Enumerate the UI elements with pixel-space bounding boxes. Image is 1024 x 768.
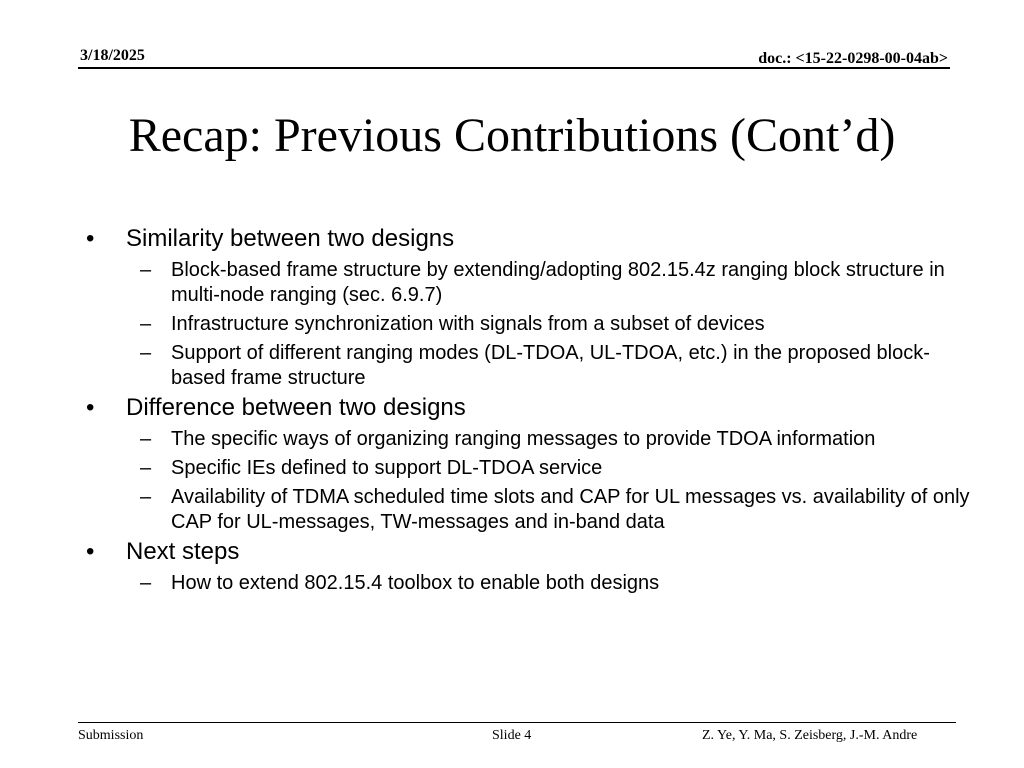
slide-body bbox=[86, 222, 970, 596]
sub-bullet-text: Block-based frame structure by extending/adopting 802.15.4z ranging block structure in multi-node ranging (sec. 6.9.7) bbox=[171, 259, 945, 306]
bullet-dot-icon: • bbox=[86, 538, 95, 565]
footer-submission: Submission bbox=[78, 728, 144, 743]
header-doc-id: doc.: <15-22-0298-00-04ab> bbox=[758, 50, 948, 67]
header-date: 3/18/2025 bbox=[80, 47, 145, 64]
dash-icon: – bbox=[140, 313, 152, 335]
sub-bullet-text: Availability of TDMA scheduled time slots and CAP for UL messages vs. availability of only CAP for UL-messages, TW-messages and in-band data bbox=[171, 486, 970, 533]
sub-bullet bbox=[86, 456, 971, 481]
dash-icon: – bbox=[140, 428, 152, 450]
dash-icon: – bbox=[140, 457, 152, 479]
bullet-difference bbox=[86, 393, 970, 535]
sub-bullet bbox=[86, 485, 971, 535]
sub-bullet bbox=[86, 258, 971, 308]
dash-icon: – bbox=[140, 259, 152, 281]
sub-list bbox=[126, 258, 956, 391]
sub-bullet bbox=[86, 571, 971, 596]
dash-icon: – bbox=[140, 572, 152, 594]
bullet-next-steps bbox=[86, 537, 956, 596]
sub-bullet-text: How to extend 802.15.4 toolbox to enable both designs bbox=[171, 572, 660, 594]
sub-bullet-text: Infrastructure synchronization with signals from a subset of devices bbox=[171, 313, 765, 335]
sub-bullet-text: The specific ways of organizing ranging messages to provide TDOA information bbox=[171, 428, 876, 450]
bullet-dot-icon: • bbox=[86, 225, 95, 252]
sub-list bbox=[126, 571, 956, 596]
footer-slide-number: Slide 4 bbox=[492, 728, 532, 743]
sub-bullet bbox=[86, 341, 971, 391]
sub-bullet bbox=[86, 427, 971, 452]
bullet-text: Next steps bbox=[126, 538, 240, 565]
bullet-text: Similarity between two designs bbox=[126, 225, 455, 252]
footer-divider bbox=[78, 722, 956, 723]
bullet-dot-icon: • bbox=[86, 394, 95, 421]
bullet-similarity bbox=[86, 224, 956, 391]
sub-bullet-text: Specific IEs defined to support DL-TDOA service bbox=[171, 457, 603, 479]
sub-bullet-text: Support of different ranging modes (DL-TDOA, UL-TDOA, etc.) in the proposed block-based frame structure bbox=[171, 342, 930, 389]
bullet-text: Difference between two designs bbox=[126, 394, 466, 421]
header-divider bbox=[78, 67, 950, 69]
slide-title: Recap: Previous Contributions (Cont’d) bbox=[128, 109, 896, 162]
sub-bullet bbox=[86, 312, 971, 337]
dash-icon: – bbox=[140, 342, 152, 364]
sub-list bbox=[126, 427, 970, 535]
footer-authors: Z. Ye, Y. Ma, S. Zeisberg, J.-M. Andre bbox=[702, 728, 918, 743]
dash-icon: – bbox=[140, 486, 152, 508]
